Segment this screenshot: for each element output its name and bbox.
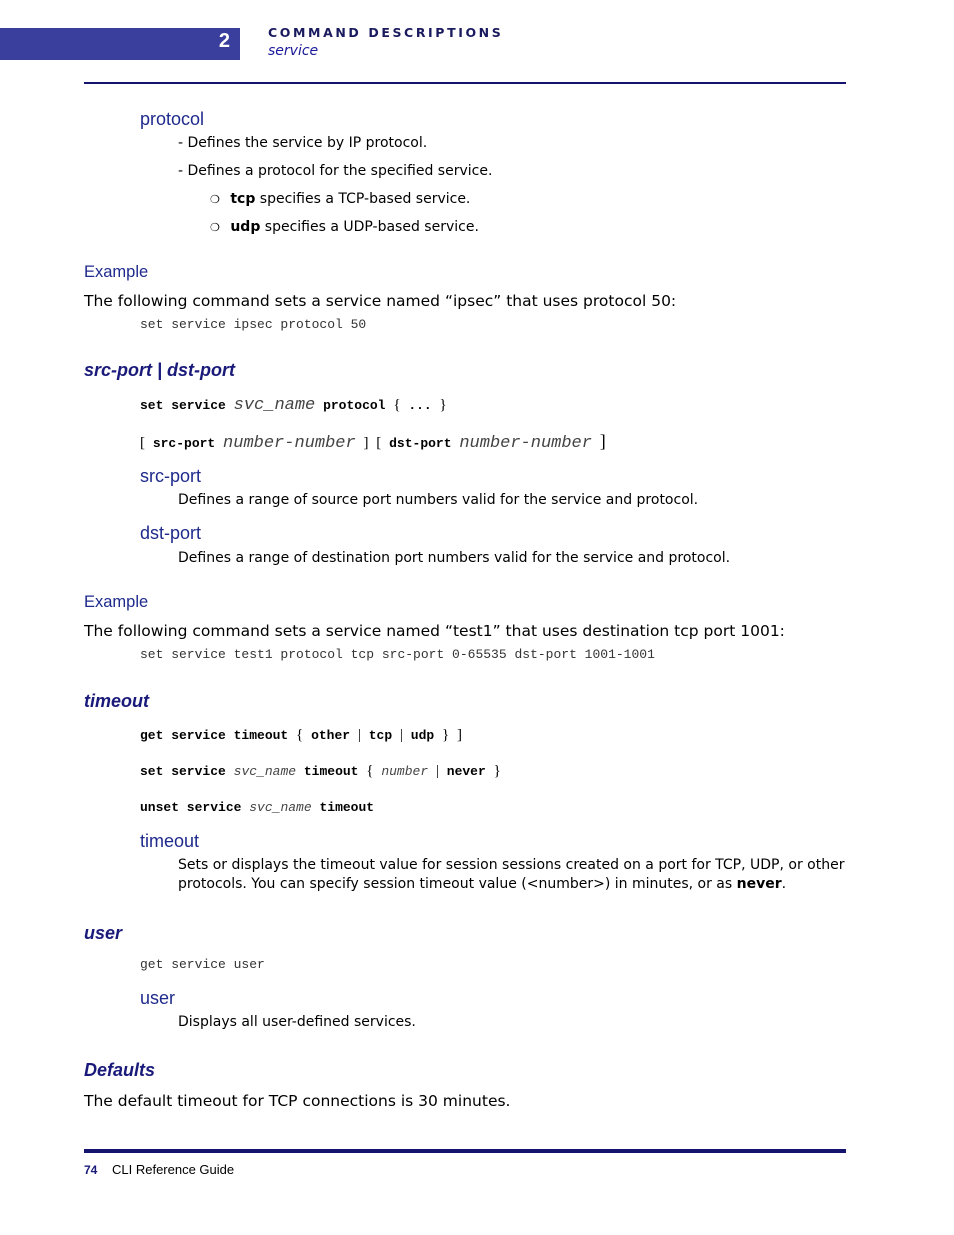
footer-rule [84, 1149, 846, 1153]
defaults-text: The default timeout for TCP connections is 30 minutes. [84, 1092, 511, 1110]
dst-port-heading: dst-port [140, 523, 202, 543]
bullet-icon: ❍ [210, 221, 220, 234]
syntax-arg: svc_name [249, 800, 312, 815]
user-param-heading: user [140, 988, 176, 1008]
timeout-param-heading: timeout [140, 831, 200, 851]
src-port-desc: Defines a range of source port numbers valid for the service and protocol. [178, 492, 699, 508]
syntax-brace: } [441, 727, 450, 743]
protocol-desc-1: - Defines the service by IP protocol. [178, 135, 428, 151]
bullet-udp [210, 219, 479, 235]
syntax-separator: | [399, 727, 403, 743]
syntax-keyword: timeout [303, 764, 359, 779]
syntax-bracket: [ [376, 435, 382, 451]
dst-port-desc: Defines a range of destination port numbers valid for the service and protocol. [178, 550, 731, 566]
syntax-arg: svc_name [233, 396, 316, 415]
syntax-arg: number-number [459, 434, 592, 453]
bullet-tcp [210, 191, 470, 207]
page-number: 74 [84, 1163, 98, 1177]
example-code: set service test1 protocol tcp src-port 0-65535 dst-port 1001-1001 [140, 647, 655, 662]
desc-text: . [781, 876, 787, 892]
syntax-option: never [446, 764, 486, 779]
syntax-set-service-protocol [140, 396, 447, 415]
example-heading: Example [84, 263, 149, 281]
protocol-heading: protocol [140, 109, 205, 129]
syntax-brace: { [366, 763, 374, 779]
timeout-desc-line1: Sets or displays the timeout value for session sessions created on a port for TCP, UDP, or other [178, 857, 845, 873]
syntax-bracket: ] [457, 727, 462, 743]
syntax-brace: } [439, 397, 447, 413]
section-heading-timeout: timeout [84, 691, 149, 711]
syntax-ellipsis: ... [408, 398, 432, 413]
bullet-keyword: tcp [230, 191, 256, 207]
section-heading-user: user [84, 923, 123, 943]
syntax-brace: } [493, 763, 501, 779]
syntax-keyword: timeout [319, 800, 375, 815]
syntax-bracket: ] [599, 431, 606, 451]
section-heading-defaults: Defaults [84, 1060, 156, 1080]
syntax-keyword: src-port [152, 436, 216, 451]
syntax-brace: { [393, 397, 401, 413]
protocol-desc-2: - Defines a protocol for the specified service. [178, 163, 493, 179]
syntax-port-ranges [140, 431, 606, 453]
syntax-set-timeout [140, 763, 501, 780]
example-heading: Example [84, 593, 149, 611]
syntax-bracket: ] [363, 435, 369, 451]
syntax-option: other [311, 728, 351, 743]
user-code: get service user [140, 957, 265, 972]
syntax-separator: | [435, 763, 439, 779]
syntax-keyword: get service timeout [140, 728, 289, 743]
syntax-bracket: [ [140, 435, 145, 451]
syntax-keyword: protocol [323, 398, 386, 413]
syntax-arg: number [381, 764, 429, 779]
syntax-keyword: unset service [140, 800, 242, 815]
syntax-keyword: set service [140, 398, 226, 413]
header-rule [84, 82, 846, 84]
syntax-arg: number-number [223, 434, 356, 453]
bullet-keyword: udp [230, 219, 261, 235]
section-subtitle: service [268, 43, 319, 59]
syntax-arg: svc_name [233, 764, 297, 779]
syntax-option: tcp [368, 728, 393, 743]
bullet-text: specifies a TCP-based service. [255, 191, 471, 207]
footer-title: CLI Reference Guide [112, 1162, 235, 1177]
bullet-text: specifies a UDP-based service. [260, 219, 479, 235]
syntax-option: udp [410, 728, 435, 743]
syntax-brace: { [296, 727, 304, 743]
syntax-get-timeout [140, 727, 462, 744]
timeout-desc-line2 [178, 876, 786, 892]
bullet-icon: ❍ [210, 193, 220, 206]
chapter-number: 2 [218, 30, 230, 52]
src-port-heading: src-port [140, 466, 202, 486]
syntax-unset-timeout [140, 800, 374, 815]
desc-text: protocols. You can specify session timeout value (<number>) in minutes, or as [178, 876, 737, 892]
chapter-tab [0, 28, 240, 60]
desc-keyword: never [736, 876, 782, 892]
syntax-separator: | [357, 727, 361, 743]
example-code: set service ipsec protocol 50 [140, 317, 367, 332]
syntax-keyword: dst-port [389, 436, 452, 451]
example-text: The following command sets a service named “test1” that uses destination tcp port 1001: [84, 622, 785, 640]
user-desc: Displays all user-defined services. [178, 1014, 416, 1030]
section-title: COMMAND DESCRIPTIONS [268, 25, 504, 40]
example-text: The following command sets a service named “ipsec” that uses protocol 50: [84, 292, 677, 310]
section-heading-ports: src-port | dst-port [84, 360, 236, 380]
syntax-keyword: set service [140, 764, 226, 779]
